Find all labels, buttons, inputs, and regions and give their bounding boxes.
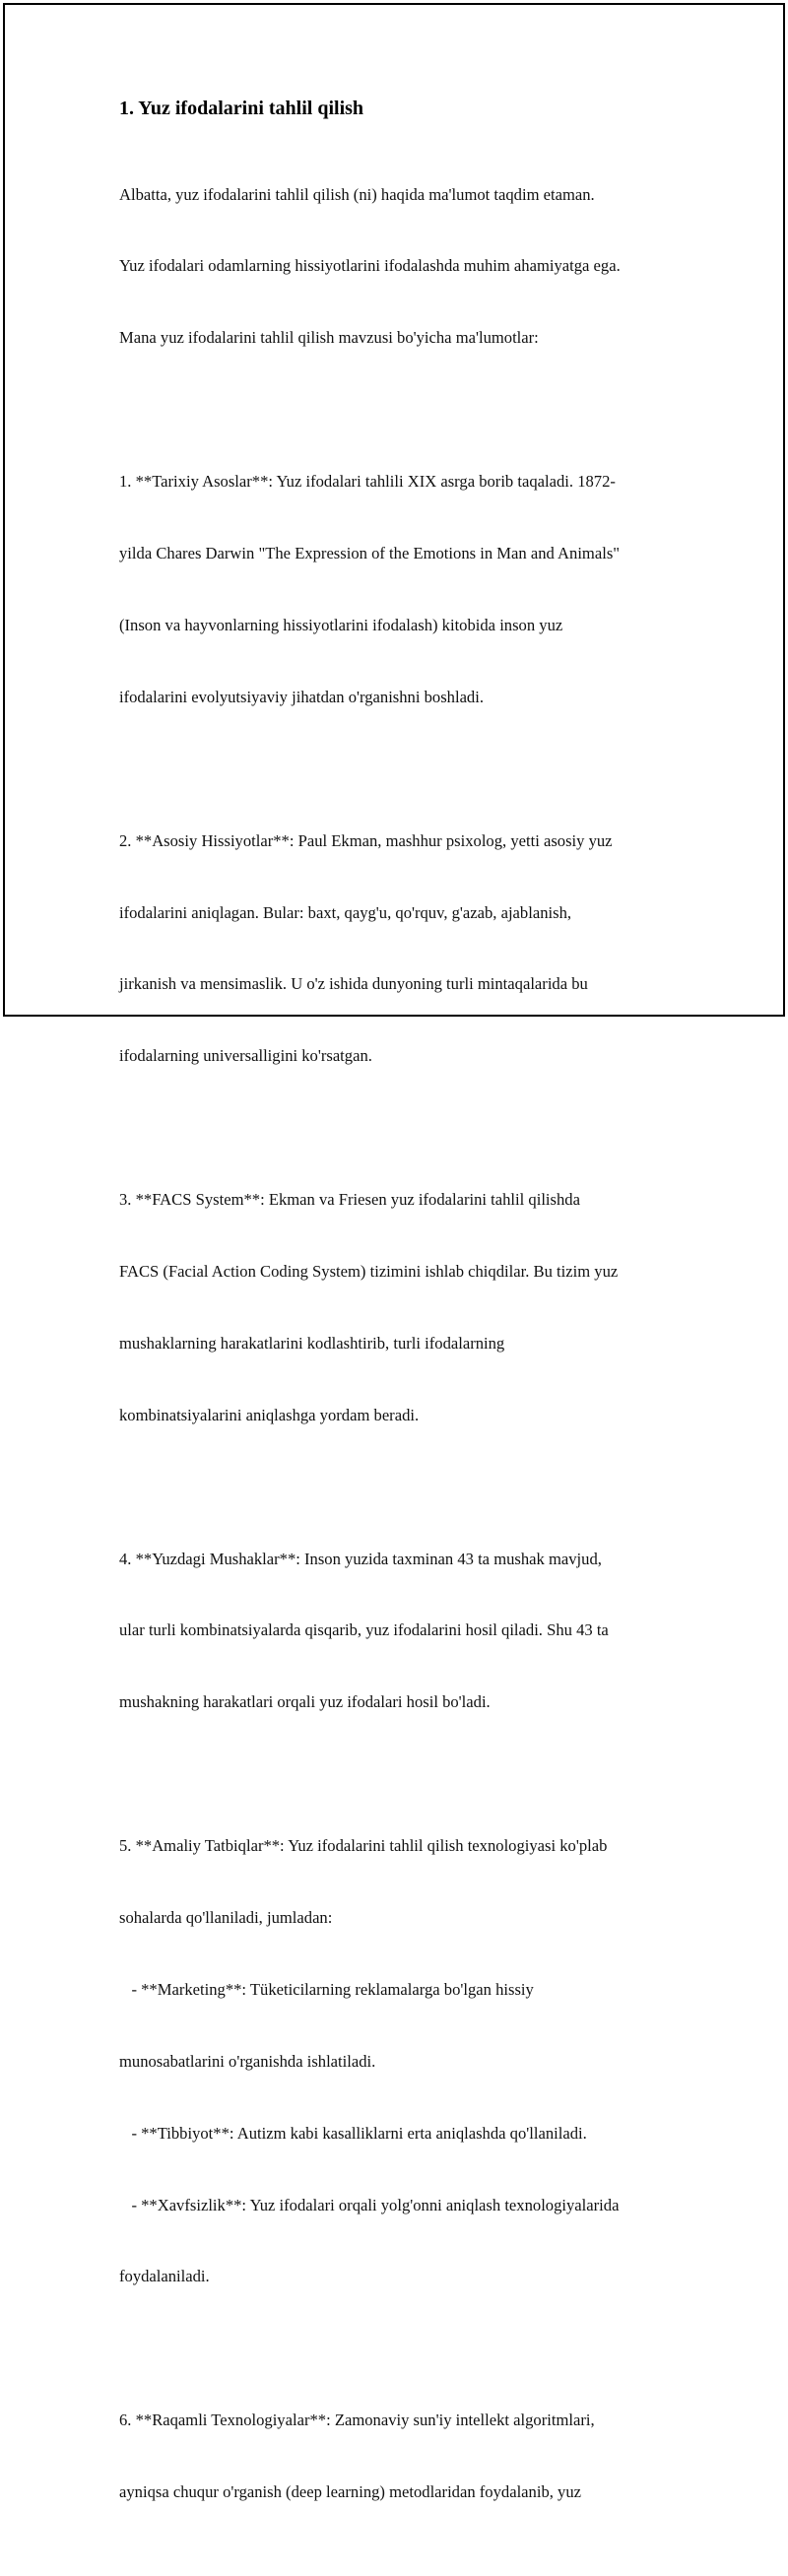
paragraph-line: 2. **Asosiy Hissiyotlar**: Paul Ekman, mashhur psixolog, yetti asosiy yuz [119,830,613,850]
document-body [119,96,683,2576]
paragraph-line: Albatta, yuz ifodalarini tahlil qilish (ni) haqida ma'lumot taqdim etaman. [119,184,595,204]
paragraph-line: 5. **Amaliy Tatbiqlar**: Yuz ifodalarini tahlil qilish texnologiyasi ko'plab [119,1836,608,1856]
page-frame [3,3,785,2502]
paragraph-line: ayniqsa chuqur o'rganish (deep learning) metodlaridan foydalanib, yuz [119,2482,582,2502]
paragraph-line: 4. **Yuzdagi Mushaklar**: Inson yuzida taxminan 43 ta mushak mavjud, [119,1549,602,1568]
paragraph-line: 6. **Raqamli Texnologiyalar**: Zamonaviy sun'iy intellekt algoritmlari, [119,2411,595,2430]
paragraph-line: munosabatlarini o'rganishda ishlatiladi. [119,2051,376,2071]
paragraph-line: mushakning harakatlari orqali yuz ifodalari hosil bo'ladi. [119,1692,491,1712]
paragraph-line: ular turli kombinatsiyalarda qisqarib, yuz ifodalarini hosil qiladi. Shu 43 ta [119,1620,609,1640]
paragraph-line: 1. **Tarixiy Asoslar**: Yuz ifodalari tahlili XIX asrga borib taqaladi. 1872- [119,472,616,492]
section-historical-foundations [119,423,683,758]
intro-paragraph [119,135,683,398]
section-digital-technologies [119,2361,683,2552]
paragraph-line: ifodalarning universalligini ko'rsatgan. [119,1046,372,1066]
paragraph-line: ifodalarini aniqlagan. Bular: baxt, qayg'u, qo'rquv, g'azab, ajablanish, [119,902,572,922]
paragraph-line: jirkanish va mensimaslik. U o'z ishida dunyoning turli mintaqalarida bu [119,974,588,994]
paragraph-line: kombinatsiyalarini aniqlashga yordam beradi. [119,1405,420,1424]
paragraph-line: Mana yuz ifodalarini tahlil qilish mavzusi bo'yicha ma'lumotlar: [119,328,539,348]
paragraph-line: 3. **FACS System**: Ekman va Friesen yuz ifodalarini tahlil qilishda [119,1190,580,1210]
section-basic-emotions [119,781,683,1116]
section-facs-system [119,1140,683,1475]
list-item-medicine: - **Tibbiyot**: Autizm kabi kasalliklarni erta aniqlashda qo'llaniladi. [119,2123,587,2143]
paragraph-line: FACS (Facial Action Coding System) tizimini ishlab chiqdilar. Bu tizim yuz [119,1261,619,1281]
document-title: 1. Yuz ifodalarini tahlil qilish [119,98,364,119]
paragraph-line: mushaklarning harakatlarini kodlashtirib, turli ifodalarning [119,1333,505,1353]
paragraph-line: ifodalarini evolyutsiyaviy jihatdan o'rganishni boshladi. [119,687,484,706]
list-item-security: - **Xavfsizlik**: Yuz ifodalari orqali yolg'onni aniqlash texnologiyalarida [119,2195,620,2214]
paragraph-line: yilda Chares Darwin "The Expression of the Emotions in Man and Animals" [119,544,621,563]
section-facial-muscles [119,1499,683,1762]
paragraph-line: sohalarda qo'llaniladi, jumladan: [119,1907,333,1927]
paragraph-line: (Inson va hayvonlarning hissiyotlarini ifodalash) kitobida inson yuz [119,615,563,634]
list-item-marketing: - **Marketing**: Tüketicilarning reklamalarga bo'lgan hissiy [119,1979,534,1999]
section-practical-applications [119,1786,683,2337]
paragraph-line: foydalaniladi. [119,2267,210,2286]
paragraph-line: Yuz ifodalari odamlarning hissiyotlarini ifodalashda muhim ahamiyatga ega. [119,256,621,276]
